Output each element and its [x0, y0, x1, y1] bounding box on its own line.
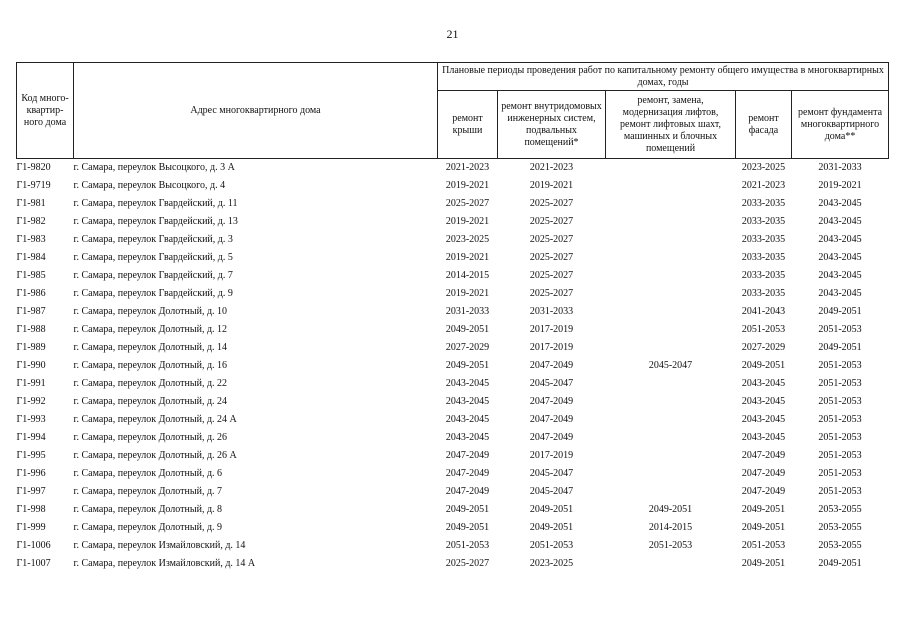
- cell-elevators: 2045-2047: [648, 360, 693, 371]
- table-row: [17, 159, 889, 178]
- table-row: [17, 339, 889, 357]
- cell-facade: 2051-2053: [741, 540, 786, 551]
- cell-address: г. Самара, переулок Долотный, д. 6: [73, 468, 223, 479]
- cell-foundation: 2031-2033: [792, 159, 889, 178]
- cell-systems: 2017-2019: [529, 342, 574, 353]
- cell-systems: 2025-2027: [529, 252, 574, 263]
- cell-elevators: [606, 411, 736, 429]
- cell-systems: 2031-2033: [529, 306, 574, 317]
- cell-address: г. Самара, переулок Гвардейский, д. 5: [73, 252, 233, 263]
- cell-facade: 2043-2045: [741, 378, 786, 389]
- cell-elevators: [606, 375, 736, 393]
- cell-facade: 2033-2035: [741, 252, 786, 263]
- cell-code: Г1-9719: [16, 180, 51, 191]
- cell-elevators: 2014-2015: [648, 522, 693, 533]
- table-row: [17, 285, 889, 303]
- cell-foundation: 2043-2045: [818, 198, 862, 209]
- cell-roof: 2043-2045: [445, 432, 490, 443]
- cell-code: Г1-997: [16, 486, 46, 497]
- cell-systems: 2025-2027: [529, 234, 574, 245]
- cell-code: Г1-990: [16, 360, 46, 371]
- cell-address: г. Самара, переулок Измайловский, д. 14: [73, 540, 246, 551]
- cell-elevators: [606, 177, 736, 195]
- cell-facade: 2049-2051: [741, 522, 786, 533]
- cell-foundation: 2053-2055: [818, 504, 862, 515]
- cell-facade: 2047-2049: [741, 450, 786, 461]
- table-row: [17, 411, 889, 429]
- cell-code: Г1-999: [16, 522, 46, 533]
- cell-code: Г1-983: [16, 234, 46, 245]
- cell-systems: 2045-2047: [529, 468, 574, 479]
- table-row: [17, 393, 889, 411]
- cell-systems: 2025-2027: [529, 270, 574, 281]
- table-row: [17, 195, 889, 213]
- cell-elevators: [606, 303, 736, 321]
- cell-foundation: 2043-2045: [818, 270, 862, 281]
- cell-roof: 2049-2051: [445, 360, 490, 371]
- cell-code: Г1-991: [16, 378, 46, 389]
- cell-facade: 2047-2049: [741, 468, 786, 479]
- cell-address: г. Самара, переулок Долотный, д. 14: [73, 342, 228, 353]
- cell-address: г. Самара, переулок Долотный, д. 9: [73, 522, 223, 533]
- cell-roof: 2014-2015: [445, 270, 490, 281]
- table-row: [17, 375, 889, 393]
- cell-systems: 2047-2049: [529, 414, 574, 425]
- cell-facade: 2043-2045: [741, 396, 786, 407]
- cell-roof: 2019-2021: [445, 252, 490, 263]
- cell-elevators: [606, 465, 736, 483]
- cell-roof: 2025-2027: [445, 198, 490, 209]
- cell-systems: 2019-2021: [529, 180, 574, 191]
- cell-systems: 2047-2049: [529, 360, 574, 371]
- cell-elevators: [606, 339, 736, 357]
- cell-roof: 2019-2021: [445, 288, 490, 299]
- cell-foundation: 2051-2053: [818, 468, 862, 479]
- cell-code: Г1-992: [16, 396, 46, 407]
- cell-facade: 2033-2035: [741, 270, 786, 281]
- cell-systems: 2045-2047: [529, 486, 574, 497]
- cell-foundation: 2051-2053: [818, 324, 862, 335]
- header-roof: ремонт крыши: [438, 91, 498, 159]
- cell-foundation: 2043-2045: [818, 288, 862, 299]
- cell-systems: 2047-2049: [529, 432, 574, 443]
- header-address: Адрес многоквартирного дома: [74, 63, 438, 159]
- cell-address: г. Самара, переулок Долотный, д. 22: [73, 378, 228, 389]
- cell-roof: 2023-2025: [445, 234, 490, 245]
- cell-systems: 2047-2049: [529, 396, 574, 407]
- cell-systems: 2017-2019: [529, 450, 574, 461]
- cell-foundation: 2051-2053: [818, 486, 862, 497]
- cell-roof: 2027-2029: [445, 342, 490, 353]
- cell-code: Г1-998: [16, 504, 46, 515]
- cell-elevators: [606, 195, 736, 213]
- cell-address: г. Самара, переулок Долотный, д. 16: [73, 360, 228, 371]
- cell-systems: 2049-2051: [529, 522, 574, 533]
- cell-address: г. Самара, переулок Долотный, д. 7: [73, 486, 223, 497]
- table-row: [17, 555, 889, 573]
- cell-systems: 2045-2047: [529, 378, 574, 389]
- cell-address: г. Самара, переулок Долотный, д. 8: [73, 504, 223, 515]
- table-row: [17, 303, 889, 321]
- header-foundation: ремонт фундамента многоквартирного дома**: [792, 91, 889, 159]
- cell-code: Г1-1006: [16, 540, 51, 551]
- cell-roof: 2047-2049: [445, 450, 490, 461]
- cell-foundation: 2043-2045: [818, 216, 862, 227]
- cell-elevators: 2051-2053: [648, 540, 693, 551]
- cell-elevators: [606, 321, 736, 339]
- cell-elevators: 2049-2051: [648, 504, 693, 515]
- cell-code: Г1-995: [16, 450, 46, 461]
- table-row: [17, 519, 889, 537]
- cell-address: г. Самара, переулок Долотный, д. 12: [73, 324, 228, 335]
- cell-code: Г1-987: [16, 306, 46, 317]
- cell-roof: 2031-2033: [445, 306, 490, 317]
- cell-systems: 2025-2027: [529, 198, 574, 209]
- cell-roof: 2047-2049: [445, 486, 490, 497]
- cell-facade: 2043-2045: [741, 414, 786, 425]
- cell-elevators: [606, 447, 736, 465]
- table-row: [17, 465, 889, 483]
- table-row: [17, 213, 889, 231]
- cell-foundation: 2051-2053: [818, 396, 862, 407]
- cell-facade: 2021-2023: [741, 180, 786, 191]
- cell-foundation: 2051-2053: [818, 414, 862, 425]
- cell-address: г. Самара, переулок Высоцкого, д. 3 А: [74, 159, 438, 178]
- cell-foundation: 2049-2051: [818, 306, 862, 317]
- cell-address: г. Самара, переулок Долотный, д. 10: [73, 306, 228, 317]
- cell-code: Г1-986: [16, 288, 46, 299]
- cell-facade: 2033-2035: [741, 216, 786, 227]
- cell-foundation: 2051-2053: [818, 432, 862, 443]
- cell-systems: 2025-2027: [529, 216, 574, 227]
- cell-roof: 2019-2021: [445, 180, 490, 191]
- cell-address: г. Самара, переулок Гвардейский, д. 13: [73, 216, 238, 227]
- header-code: Код много-квартир-ного дома: [17, 63, 74, 159]
- cell-elevators: [606, 429, 736, 447]
- cell-code: Г1-996: [16, 468, 46, 479]
- cell-elevators: [606, 483, 736, 501]
- header-elevators: ремонт, замена, модернизация лифтов, ремонт лифтовых шахт, машинных и блочных помещений: [606, 91, 736, 159]
- cell-foundation: 2049-2051: [818, 342, 862, 353]
- cell-foundation: 2049-2051: [818, 558, 862, 569]
- table-row: [17, 321, 889, 339]
- cell-roof: 2049-2051: [445, 504, 490, 515]
- cell-elevators: [606, 393, 736, 411]
- cell-elevators: [606, 213, 736, 231]
- cell-facade: 2051-2053: [741, 324, 786, 335]
- cell-foundation: 2051-2053: [818, 450, 862, 461]
- cell-facade: 2047-2049: [741, 486, 786, 497]
- cell-roof: 2049-2051: [445, 324, 490, 335]
- cell-elevators: [606, 267, 736, 285]
- cell-address: г. Самара, переулок Долотный, д. 24: [73, 396, 228, 407]
- cell-code: Г1-985: [16, 270, 46, 281]
- cell-roof: 2025-2027: [445, 558, 490, 569]
- cell-code: Г1-984: [16, 252, 46, 263]
- cell-roof: 2043-2045: [445, 396, 490, 407]
- cell-foundation: 2043-2045: [818, 234, 862, 245]
- cell-facade: 2023-2025: [736, 159, 792, 178]
- table-row: [17, 447, 889, 465]
- cell-roof: 2051-2053: [445, 540, 490, 551]
- cell-systems: 2049-2051: [529, 504, 574, 515]
- cell-facade: 2033-2035: [741, 234, 786, 245]
- cell-facade: 2033-2035: [741, 288, 786, 299]
- cell-address: г. Самара, переулок Гвардейский, д. 7: [73, 270, 233, 281]
- cell-code: Г1-989: [16, 342, 46, 353]
- cell-facade: 2041-2043: [741, 306, 786, 317]
- cell-roof: 2049-2051: [445, 522, 490, 533]
- cell-address: г. Самара, переулок Гвардейский, д. 9: [73, 288, 233, 299]
- cell-systems: 2021-2023: [498, 159, 606, 178]
- cell-elevators: [606, 159, 736, 178]
- cell-elevators: [606, 555, 736, 573]
- cell-code: Г1-982: [16, 216, 46, 227]
- cell-code: Г1-993: [16, 414, 46, 425]
- cell-facade: 2043-2045: [741, 432, 786, 443]
- cell-code: Г1-9820: [17, 159, 74, 178]
- cell-foundation: 2043-2045: [818, 252, 862, 263]
- cell-systems: 2023-2025: [529, 558, 574, 569]
- cell-foundation: 2053-2055: [818, 522, 862, 533]
- table-row: [17, 537, 889, 555]
- cell-systems: 2017-2019: [529, 324, 574, 335]
- cell-facade: 2049-2051: [741, 504, 786, 515]
- table-row: [17, 501, 889, 519]
- cell-elevators: [606, 285, 736, 303]
- cell-facade: 2033-2035: [741, 198, 786, 209]
- cell-foundation: 2019-2021: [818, 180, 862, 191]
- header-row-1: [17, 63, 889, 91]
- cell-facade: 2027-2029: [741, 342, 786, 353]
- table-row: [17, 357, 889, 375]
- cell-address: г. Самара, переулок Долотный, д. 24 А: [73, 414, 237, 425]
- cell-roof: 2043-2045: [445, 378, 490, 389]
- cell-address: г. Самара, переулок Долотный, д. 26: [73, 432, 228, 443]
- cell-systems: 2051-2053: [529, 540, 574, 551]
- cell-code: Г1-981: [16, 198, 46, 209]
- cell-elevators: [606, 249, 736, 267]
- cell-facade: 2049-2051: [741, 360, 786, 371]
- table-body: [17, 159, 889, 574]
- capital-repair-table: [16, 62, 889, 573]
- cell-code: Г1-994: [16, 432, 46, 443]
- table-row: [17, 231, 889, 249]
- table-row: [17, 177, 889, 195]
- cell-systems: 2025-2027: [529, 288, 574, 299]
- cell-code: Г1-1007: [16, 558, 51, 569]
- page-number: 21: [446, 27, 459, 41]
- header-periods-group: Плановые периоды проведения работ по капитальному ремонту общего имущества в многоквартирных домах, годы: [438, 63, 889, 91]
- cell-roof: 2043-2045: [445, 414, 490, 425]
- cell-elevators: [606, 231, 736, 249]
- cell-address: г. Самара, переулок Гвардейский, д. 3: [73, 234, 233, 245]
- header-facade: ремонт фасада: [736, 91, 792, 159]
- table-row: [17, 429, 889, 447]
- table-row: [17, 249, 889, 267]
- table-row: [17, 267, 889, 285]
- cell-facade: 2049-2051: [741, 558, 786, 569]
- cell-foundation: 2053-2055: [818, 540, 862, 551]
- cell-foundation: 2051-2053: [818, 360, 862, 371]
- cell-roof: 2019-2021: [445, 216, 490, 227]
- cell-address: г. Самара, переулок Гвардейский, д. 11: [73, 198, 238, 209]
- cell-code: Г1-988: [16, 324, 46, 335]
- cell-address: г. Самара, переулок Измайловский, д. 14 А: [73, 558, 256, 569]
- cell-roof: 2021-2023: [438, 159, 498, 178]
- cell-address: г. Самара, переулок Долотный, д. 26 А: [73, 450, 237, 461]
- header-systems: ремонт внутридомовых инженерных систем, подвальных помещений*: [498, 91, 606, 159]
- cell-roof: 2047-2049: [445, 468, 490, 479]
- cell-foundation: 2051-2053: [818, 378, 862, 389]
- cell-address: г. Самара, переулок Высоцкого, д. 4: [73, 180, 226, 191]
- table-row: [17, 483, 889, 501]
